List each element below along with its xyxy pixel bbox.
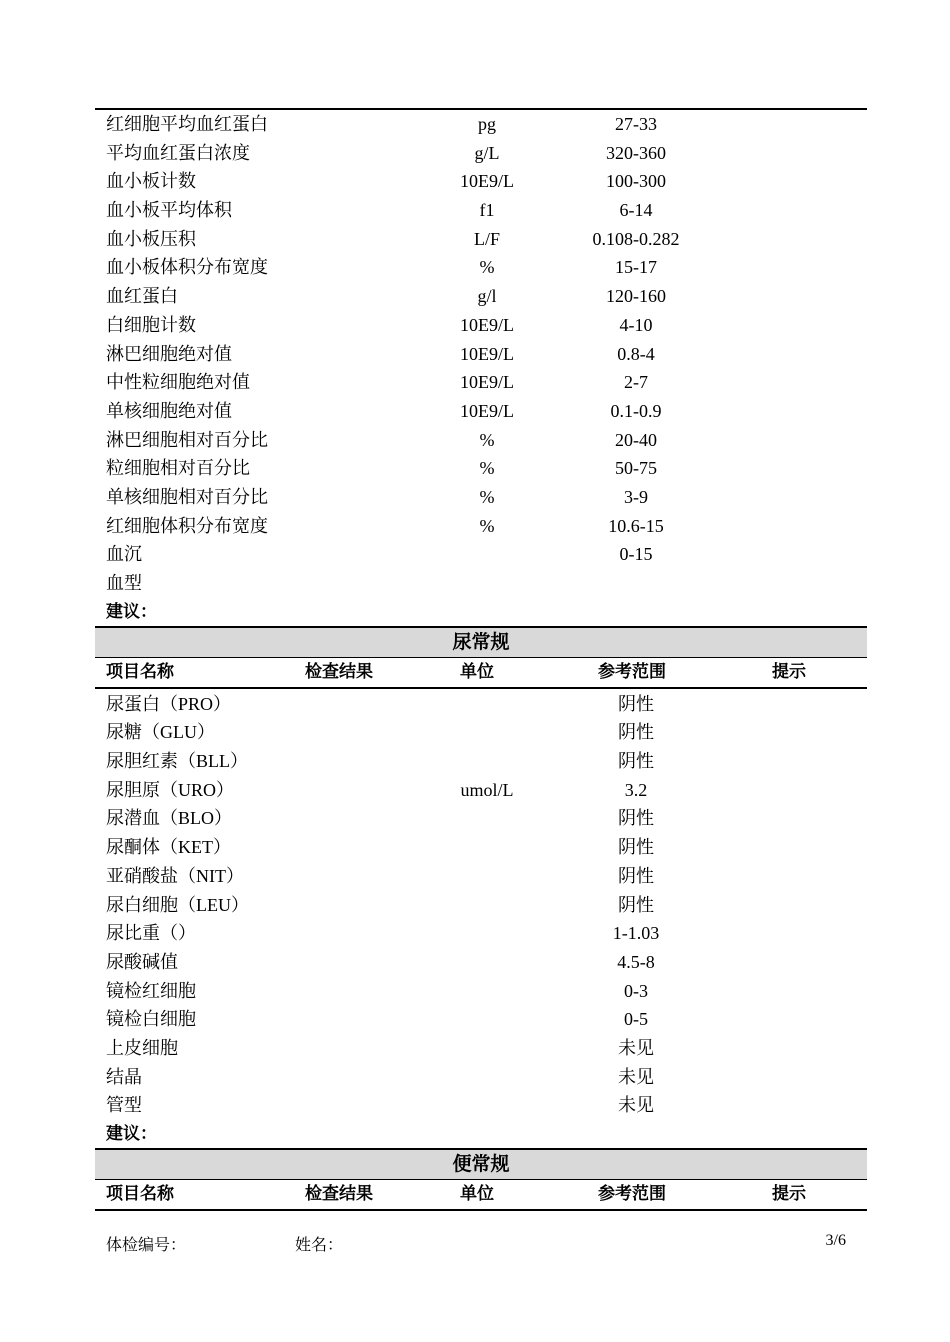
exam-id-label: 体检编号： xyxy=(106,1237,187,1254)
reference-range: 27-33 xyxy=(615,114,657,134)
reference-range: 阴性 xyxy=(618,865,654,886)
unit: 10E9/L xyxy=(460,400,514,421)
table-row xyxy=(95,311,867,340)
table-row xyxy=(95,776,867,805)
table-row xyxy=(95,483,867,512)
header-hint: 提示 xyxy=(772,661,806,682)
page-number: 3/6 xyxy=(825,1232,846,1249)
item-name: 尿潜血（BLO） xyxy=(106,808,232,829)
reference-range: 3-9 xyxy=(624,486,648,507)
table-row xyxy=(95,862,867,891)
urine-table-header xyxy=(95,658,867,689)
reference-range: 2-7 xyxy=(624,372,648,393)
table-row xyxy=(95,1091,867,1120)
table-row xyxy=(95,426,867,455)
table-row xyxy=(95,1034,867,1063)
table-row xyxy=(95,282,867,311)
item-name: 血型 xyxy=(106,573,142,593)
reference-range: 0-3 xyxy=(624,980,648,1001)
table-row xyxy=(95,569,867,598)
item-name: 平均血红蛋白浓度 xyxy=(106,142,250,163)
item-name: 血红蛋白 xyxy=(106,286,178,307)
unit: % xyxy=(479,257,495,278)
item-name: 单核细胞相对百分比 xyxy=(106,486,268,507)
item-name: 尿糖（GLU） xyxy=(106,722,215,743)
reference-range: 6-14 xyxy=(619,200,653,221)
table-row xyxy=(95,139,867,168)
unit: % xyxy=(479,515,495,536)
reference-range: 阴性 xyxy=(618,693,654,714)
header-result: 检查结果 xyxy=(305,661,373,682)
item-name: 血小板平均体积 xyxy=(106,200,232,221)
header-reference-range: 参考范围 xyxy=(598,1184,666,1204)
item-name: 单核细胞绝对值 xyxy=(106,400,232,421)
unit: % xyxy=(479,458,495,479)
header-hint: 提示 xyxy=(772,1184,806,1204)
item-name: 血沉 xyxy=(106,544,142,565)
urine-section-title: 尿常规 xyxy=(95,626,867,658)
header-unit: 单位 xyxy=(460,1184,494,1204)
item-name: 尿胆原（URO） xyxy=(106,779,235,800)
stool-section-title: 便常规 xyxy=(95,1148,867,1180)
table-row xyxy=(95,747,867,776)
unit: 10E9/L xyxy=(460,372,514,393)
item-name: 尿蛋白（PRO） xyxy=(106,693,232,714)
table-row xyxy=(95,540,867,569)
unit: pg xyxy=(478,114,496,134)
table-row xyxy=(95,833,867,862)
table-row xyxy=(95,891,867,920)
reference-range: 0-5 xyxy=(624,1009,648,1030)
table-row xyxy=(95,167,867,196)
item-name: 尿白细胞（LEU） xyxy=(106,894,249,915)
reference-range: 4.5-8 xyxy=(617,951,655,972)
reference-range: 阴性 xyxy=(618,837,654,858)
item-name: 上皮细胞 xyxy=(106,1037,178,1058)
table-row xyxy=(95,948,867,977)
item-name: 白细胞计数 xyxy=(106,314,196,335)
item-name: 管型 xyxy=(106,1095,142,1116)
urine-advice-label: 建议： xyxy=(106,1124,157,1144)
item-name: 红细胞平均血红蛋白 xyxy=(106,114,268,134)
reference-range: 15-17 xyxy=(615,257,657,278)
table-row xyxy=(95,253,867,282)
item-name: 尿酸碱值 xyxy=(106,951,178,972)
unit: umol/L xyxy=(460,779,514,800)
reference-range: 100-300 xyxy=(606,171,666,192)
item-name: 血小板体积分布宽度 xyxy=(106,257,268,278)
table-row xyxy=(95,1063,867,1092)
urine-routine-table xyxy=(95,689,867,1120)
item-name: 结晶 xyxy=(106,1066,142,1087)
table-row xyxy=(95,340,867,369)
reference-range: 0.8-4 xyxy=(617,343,655,364)
unit: 10E9/L xyxy=(460,343,514,364)
reference-range: 阴性 xyxy=(618,894,654,915)
blood-advice-label: 建议： xyxy=(106,601,157,622)
table-row xyxy=(95,919,867,948)
patient-name-label: 姓名： xyxy=(295,1237,344,1254)
unit: 10E9/L xyxy=(460,171,514,192)
table-row xyxy=(95,690,867,719)
reference-range: 10.6-15 xyxy=(608,515,664,536)
table-row xyxy=(95,454,867,483)
table-row xyxy=(95,512,867,541)
reference-range: 120-160 xyxy=(606,286,666,307)
stool-table-header xyxy=(95,1180,867,1211)
item-name: 粒细胞相对百分比 xyxy=(106,458,250,479)
reference-range: 阴性 xyxy=(618,751,654,772)
item-name: 血小板压积 xyxy=(106,228,196,249)
item-name: 尿酮体（KET） xyxy=(106,837,231,858)
header-unit: 单位 xyxy=(460,661,494,682)
table-row xyxy=(95,397,867,426)
table-row xyxy=(95,196,867,225)
item-name: 淋巴细胞相对百分比 xyxy=(106,429,268,450)
reference-range: 未见 xyxy=(618,1037,654,1058)
header-item-name: 项目名称 xyxy=(106,661,174,682)
reference-range: 阴性 xyxy=(618,808,654,829)
item-name: 尿比重（） xyxy=(106,923,196,944)
reference-range: 未见 xyxy=(618,1095,654,1116)
header-item-name: 项目名称 xyxy=(106,1184,174,1204)
report-page xyxy=(95,108,867,1211)
unit: % xyxy=(479,486,495,507)
unit: g/l xyxy=(477,286,497,307)
reference-range: 50-75 xyxy=(615,458,657,479)
table-row xyxy=(95,225,867,254)
table-row xyxy=(95,804,867,833)
reference-range: 未见 xyxy=(618,1066,654,1087)
item-name: 亚硝酸盐（NIT） xyxy=(106,865,244,886)
item-name: 镜检白细胞 xyxy=(106,1009,196,1030)
page-footer xyxy=(95,1232,867,1256)
item-name: 淋巴细胞绝对值 xyxy=(106,343,232,364)
table-row xyxy=(95,368,867,397)
reference-range: 0-15 xyxy=(619,544,653,565)
reference-range: 320-360 xyxy=(606,142,666,163)
reference-range: 0.1-0.9 xyxy=(610,400,662,421)
table-row xyxy=(95,718,867,747)
reference-range: 20-40 xyxy=(615,429,657,450)
table-row xyxy=(95,977,867,1006)
item-name: 中性粒细胞绝对值 xyxy=(106,372,250,393)
table-row xyxy=(95,110,867,139)
header-result: 检查结果 xyxy=(305,1184,373,1204)
item-name: 红细胞体积分布宽度 xyxy=(106,515,268,536)
unit: % xyxy=(479,429,495,450)
unit: f1 xyxy=(479,200,495,221)
reference-range: 4-10 xyxy=(619,314,653,335)
unit: g/L xyxy=(474,142,500,163)
item-name: 血小板计数 xyxy=(106,171,196,192)
reference-range: 0.108-0.282 xyxy=(592,228,680,249)
reference-range: 3.2 xyxy=(624,779,648,800)
blood-routine-table xyxy=(95,110,867,598)
item-name: 镜检红细胞 xyxy=(106,980,196,1001)
item-name: 尿胆红素（BLL） xyxy=(106,751,248,772)
unit: 10E9/L xyxy=(460,314,514,335)
table-row xyxy=(95,1005,867,1034)
reference-range: 1-1.03 xyxy=(612,923,660,944)
reference-range: 阴性 xyxy=(618,722,654,743)
unit: L/F xyxy=(473,228,501,249)
header-reference-range: 参考范围 xyxy=(598,661,666,682)
